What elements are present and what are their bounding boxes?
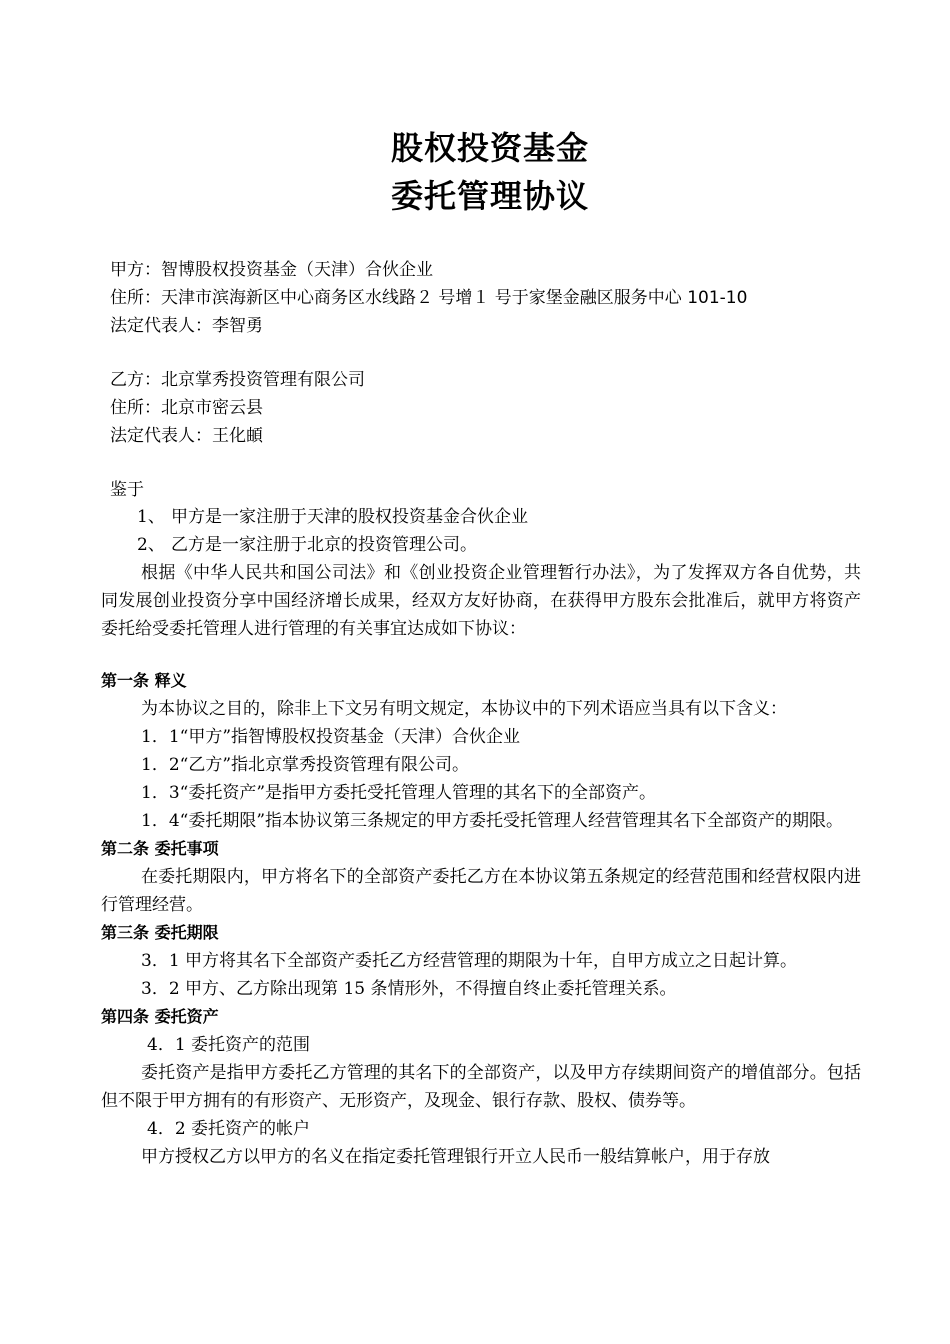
party-a-representative: 法定代表人：李智勇 [110,316,263,336]
article-2-heading: 第二条 委托事项 [101,839,219,858]
whereas-label: 鉴于 [110,480,144,500]
party-b-representative: 法定代表人：王化頔 [110,426,263,446]
article-4-paragraph: 委托资产是指甲方委托乙方管理的其名下的全部资产，以及甲方存续期间资产的增值部分。包括但不限于甲方拥有的有形资产、无形资产，及现金、银行存款、股权、债券等。 [101,1063,861,1111]
whereas-item-text: 乙方是一家注册于北京的投资管理公司。 [171,535,477,555]
whereas-item-number: 1、 [137,507,165,527]
article-1-intro: 为本协议之目的，除非上下文另有明文规定，本协议中的下列术语应当具有以下含义： [141,699,787,719]
party-b-name: 乙方：北京掌秀投资管理有限公司 [110,370,365,390]
whereas-intro-paragraph: 根据《中华人民共和国公司法》和《创业投资企业管理暂行办法》，为了发挥双方各自优势，共同发展创业投资分享中国经济增长成果，经双方友好协商，在获得甲方股东会批准后，就甲方将资产委托给受委托管理人进行管理的有关事宜达成如下协议： [101,563,861,639]
article-3-heading: 第三条 委托期限 [101,923,219,942]
article-4-subtitle: 4．2 委托资产的帐户 [147,1119,311,1139]
article-1-heading: 第一条 释义 [101,671,187,690]
article-4-heading: 第四条 委托资产 [101,1007,219,1026]
definition-item: 1．2“乙方”指北京掌秀投资管理有限公司。 [141,755,470,775]
document-title-line1: 股权投资基金 [390,129,589,167]
definition-item: 1．4“委托期限”指本协议第三条规定的甲方委托受托管理人经营管理其名下全部资产的期限。 [141,811,844,831]
article-3-item: 3．2 甲方、乙方除出现第 15 条情形外，不得擅自终止委托管理关系。 [141,979,677,999]
article-4-paragraph: 甲方授权乙方以甲方的名义在指定委托管理银行开立人民币一般结算帐户，用于存放 [141,1147,770,1167]
whereas-item-number: 2、 [137,535,165,555]
article-2-text: 在委托期限内，甲方将名下的全部资产委托乙方在本协议第五条规定的经营范围和经营权限内进行管理经营。 [101,867,861,915]
party-a-address: 住所：天津市滨海新区中心商务区水线路２ 号增１ 号于家堡金融区服务中心 101-10 [110,288,748,308]
article-3-item: 3．1 甲方将其名下全部资产委托乙方经营管理的期限为十年，自甲方成立之日起计算。 [141,951,798,971]
whereas-item [101,503,861,531]
party-b-address: 住所：北京市密云县 [110,398,263,418]
party-a-name: 甲方：智博股权投资基金（天津）合伙企业 [110,260,433,280]
whereas-item-text: 甲方是一家注册于天津的股权投资基金合伙企业 [171,507,528,527]
whereas-item [101,531,861,559]
definition-item: 1．3“委托资产”是指甲方委托受托管理人管理的其名下的全部资产。 [141,783,657,803]
document-body [101,503,861,1171]
definition-item: 1．1“甲方”指智博股权投资基金（天津）合伙企业 [141,727,521,747]
document-title-line2: 委托管理协议 [390,177,589,215]
article-4-subtitle: 4．1 委托资产的范围 [147,1035,311,1055]
